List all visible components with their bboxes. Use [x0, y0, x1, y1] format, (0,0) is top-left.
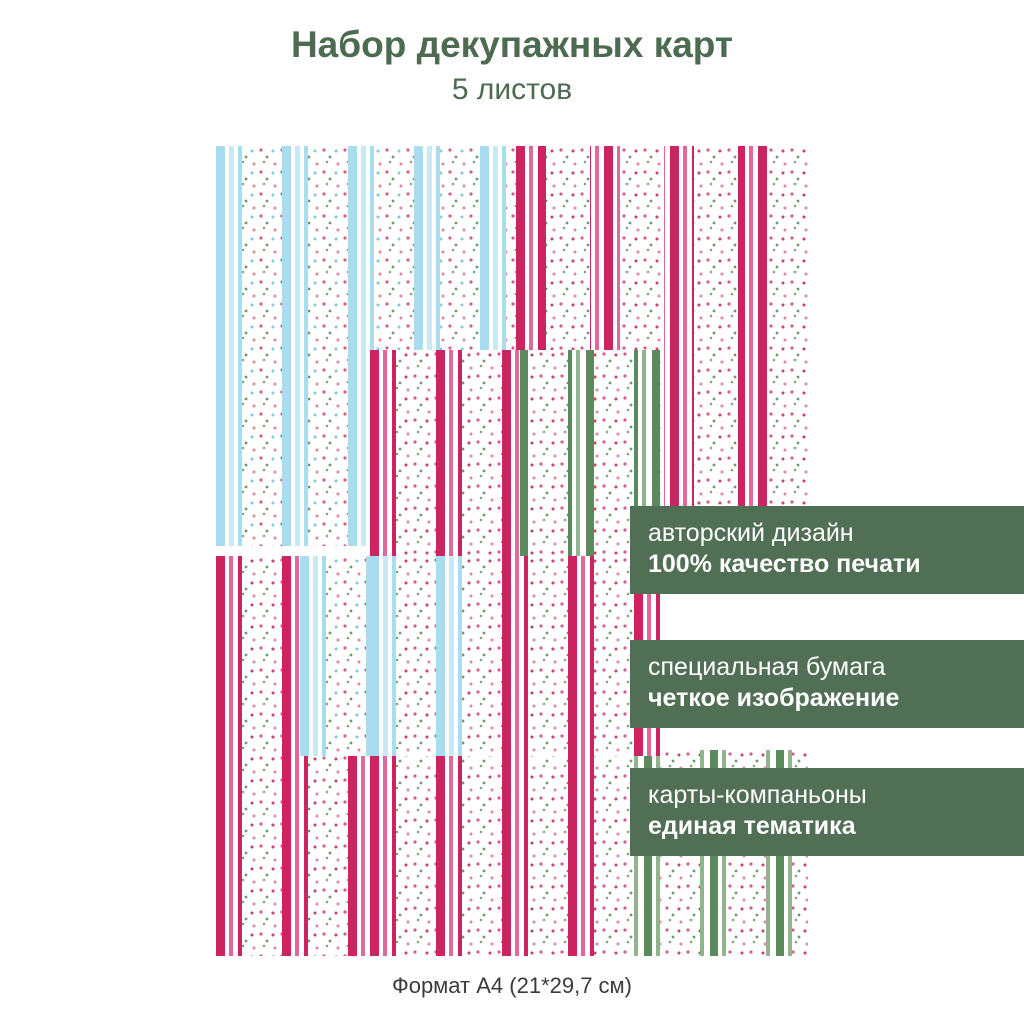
- badge-design: [630, 506, 1024, 594]
- badge-design-line1: авторский дизайн: [648, 518, 854, 547]
- sheet-blue-pink-middle-right: [370, 556, 660, 756]
- badge-companion: [630, 768, 1024, 856]
- page-title: [0, 24, 1024, 107]
- format-label: Формат А4 (21*29,7 см): [391, 973, 633, 998]
- title-main: Набор декупажных карт: [290, 24, 734, 65]
- badge-companion-line1: карты-компаньоны: [648, 780, 867, 809]
- badge-design-line2: 100% качество печати: [648, 550, 921, 578]
- title-subtitle: 5 листов: [451, 72, 573, 106]
- footer: [0, 973, 1024, 999]
- sheet-blue-strip-middle: [300, 556, 370, 756]
- badge-paper-line2: четкое изображение: [648, 684, 900, 712]
- stripe-pattern-blue-strip: [300, 556, 370, 756]
- badge-companion-line2: единая тематика: [648, 812, 856, 840]
- stripe-pattern-blue-pink: [370, 556, 660, 756]
- badge-paper-line1: специальная бумага: [648, 652, 886, 681]
- badge-paper: [630, 640, 1024, 728]
